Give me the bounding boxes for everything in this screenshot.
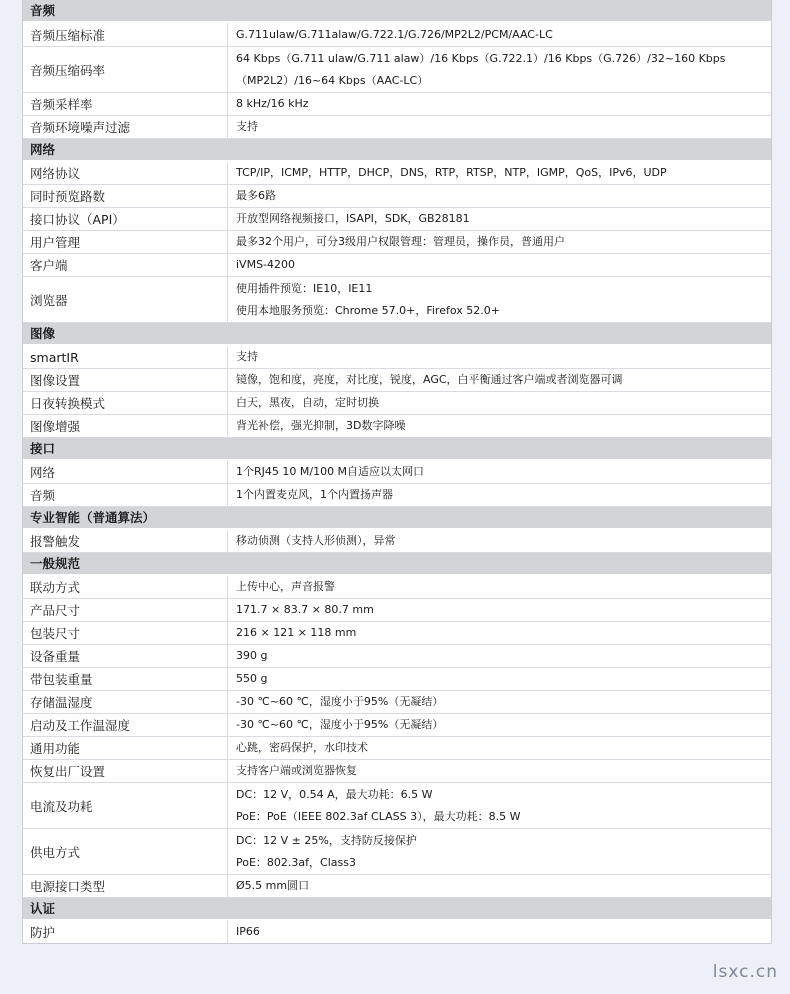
row-value: iVMS-4200 bbox=[236, 258, 296, 271]
row-label: 恢复出厂设置 bbox=[23, 760, 228, 782]
table-row bbox=[23, 208, 771, 231]
row-label: smartIR bbox=[23, 346, 228, 368]
row-label: 电流及功耗 bbox=[23, 783, 228, 828]
table-row bbox=[23, 829, 771, 875]
table-row bbox=[23, 47, 771, 93]
row-label: 通用功能 bbox=[23, 737, 228, 759]
row-value: Ø5.5 mm圆口 bbox=[236, 879, 310, 892]
row-value: 支持客户端或浏览器恢复 bbox=[236, 764, 357, 777]
section-header-general: 一般规范 bbox=[23, 553, 771, 576]
section-header-audio: 音频 bbox=[23, 0, 771, 23]
row-value: 最多32个用户，可分3级用户权限管理：管理员，操作员，普通用户 bbox=[236, 235, 565, 248]
table-row bbox=[23, 737, 771, 760]
row-value-line: 使用插件预览：IE10，IE11 bbox=[236, 281, 373, 295]
row-value: TCP/IP，ICMP，HTTP，DHCP，DNS，RTP，RTSP，NTP，IGMP，QoS，IPv6，UDP bbox=[236, 166, 667, 179]
row-label: 音频 bbox=[23, 484, 228, 506]
row-value: 白天，黑夜，自动，定时切换 bbox=[236, 396, 379, 409]
table-row bbox=[23, 783, 771, 829]
section-header-network: 网络 bbox=[23, 139, 771, 162]
section-header-interface: 接口 bbox=[23, 438, 771, 461]
row-label: 网络协议 bbox=[23, 162, 228, 184]
row-value-line: PoE：PoE（IEEE 802.3af CLASS 3），最大功耗：8.5 W bbox=[236, 809, 521, 823]
row-value-line: PoE：802.3af，Class3 bbox=[236, 855, 356, 869]
row-value bbox=[228, 783, 771, 828]
table-row bbox=[23, 23, 771, 47]
table-row bbox=[23, 668, 771, 691]
row-label: 客户端 bbox=[23, 254, 228, 276]
row-value: 390 g bbox=[236, 649, 268, 662]
row-value: IP66 bbox=[236, 925, 260, 938]
table-row bbox=[23, 530, 771, 553]
row-label: 设备重量 bbox=[23, 645, 228, 667]
row-label: 接口协议（API） bbox=[23, 208, 228, 230]
row-value-line: DC：12 V，0.54 A，最大功耗：6.5 W bbox=[236, 787, 433, 801]
row-label: 供电方式 bbox=[23, 829, 228, 874]
section-header-image: 图像 bbox=[23, 323, 771, 346]
row-value-line: （MP2L2）/16~64 Kbps（AAC-LC） bbox=[236, 73, 429, 87]
row-value bbox=[228, 47, 771, 92]
table-row bbox=[23, 162, 771, 185]
row-label: 同时预览路数 bbox=[23, 185, 228, 207]
row-value: 1个内置麦克风，1个内置扬声器 bbox=[236, 488, 393, 501]
row-label: 音频环境噪声过滤 bbox=[23, 116, 228, 138]
row-label: 存储温湿度 bbox=[23, 691, 228, 713]
table-row bbox=[23, 392, 771, 415]
table-row bbox=[23, 576, 771, 599]
row-label: 网络 bbox=[23, 461, 228, 483]
section-header-certification: 认证 bbox=[23, 898, 771, 921]
row-value: 1个RJ45 10 M/100 M自适应以太网口 bbox=[236, 465, 425, 478]
row-value: -30 ℃~60 ℃，湿度小于95%（无凝结） bbox=[236, 695, 444, 708]
table-row bbox=[23, 369, 771, 392]
row-label: 联动方式 bbox=[23, 576, 228, 598]
row-label: 日夜转换模式 bbox=[23, 392, 228, 414]
row-value: 镜像，饱和度，亮度，对比度，锐度，AGC，白平衡通过客户端或者浏览器可调 bbox=[236, 373, 623, 386]
row-value: 支持 bbox=[236, 350, 258, 363]
row-value: 171.7 × 83.7 × 80.7 mm bbox=[236, 603, 374, 616]
row-label: 图像设置 bbox=[23, 369, 228, 391]
table-row bbox=[23, 93, 771, 116]
row-value: 216 × 121 × 118 mm bbox=[236, 626, 357, 639]
table-row bbox=[23, 484, 771, 507]
row-value: 支持 bbox=[236, 120, 258, 133]
table-row bbox=[23, 231, 771, 254]
row-value: 最多6路 bbox=[236, 189, 276, 202]
table-row bbox=[23, 921, 771, 943]
table-row bbox=[23, 461, 771, 484]
table-row bbox=[23, 622, 771, 645]
row-value-line: 使用本地服务预览：Chrome 57.0+，Firefox 52.0+ bbox=[236, 303, 500, 317]
table-row bbox=[23, 875, 771, 898]
row-value: 背光补偿，强光抑制，3D数字降噪 bbox=[236, 419, 406, 432]
table-row bbox=[23, 645, 771, 668]
row-label: 带包装重量 bbox=[23, 668, 228, 690]
row-value: 开放型网络视频接口，ISAPI，SDK，GB28181 bbox=[236, 212, 470, 225]
table-row bbox=[23, 760, 771, 783]
table-row bbox=[23, 254, 771, 277]
table-row bbox=[23, 691, 771, 714]
table-row bbox=[23, 415, 771, 438]
row-value: 8 kHz/16 kHz bbox=[236, 97, 309, 110]
row-value: 移动侦测（支持人形侦测），异常 bbox=[236, 534, 396, 547]
row-label: 用户管理 bbox=[23, 231, 228, 253]
row-value bbox=[228, 277, 771, 322]
table-row bbox=[23, 277, 771, 323]
row-label: 音频压缩标准 bbox=[23, 23, 228, 46]
row-label: 音频采样率 bbox=[23, 93, 228, 115]
row-label: 启动及工作温湿度 bbox=[23, 714, 228, 736]
row-label: 防护 bbox=[23, 921, 228, 943]
table-row bbox=[23, 714, 771, 737]
row-label: 报警触发 bbox=[23, 530, 228, 552]
watermark: lsxc.cn bbox=[712, 962, 778, 982]
row-value: -30 ℃~60 ℃，湿度小于95%（无凝结） bbox=[236, 718, 444, 731]
table-row bbox=[23, 599, 771, 622]
table-row bbox=[23, 185, 771, 208]
row-value: 心跳，密码保护，水印技术 bbox=[236, 741, 368, 754]
row-label: 音频压缩码率 bbox=[23, 47, 228, 92]
row-label: 浏览器 bbox=[23, 277, 228, 322]
row-value: G.711ulaw/G.711alaw/G.722.1/G.726/MP2L2/PCM/AAC-LC bbox=[236, 27, 553, 41]
row-value bbox=[228, 829, 771, 874]
row-label: 电源接口类型 bbox=[23, 875, 228, 897]
table-row bbox=[23, 346, 771, 369]
row-value-line: 64 Kbps（G.711 ulaw/G.711 alaw）/16 Kbps（G.722.1）/16 Kbps（G.726）/32~160 Kbps bbox=[236, 51, 726, 65]
section-header-smart: 专业智能（普通算法） bbox=[23, 507, 771, 530]
row-value: 550 g bbox=[236, 672, 268, 685]
row-label: 产品尺寸 bbox=[23, 599, 228, 621]
spec-table bbox=[22, 0, 772, 944]
row-label: 图像增强 bbox=[23, 415, 228, 437]
row-value: 上传中心，声音报警 bbox=[236, 580, 335, 593]
row-label: 包装尺寸 bbox=[23, 622, 228, 644]
row-value-line: DC：12 V ± 25%，支持防反接保护 bbox=[236, 833, 417, 847]
table-row bbox=[23, 116, 771, 139]
